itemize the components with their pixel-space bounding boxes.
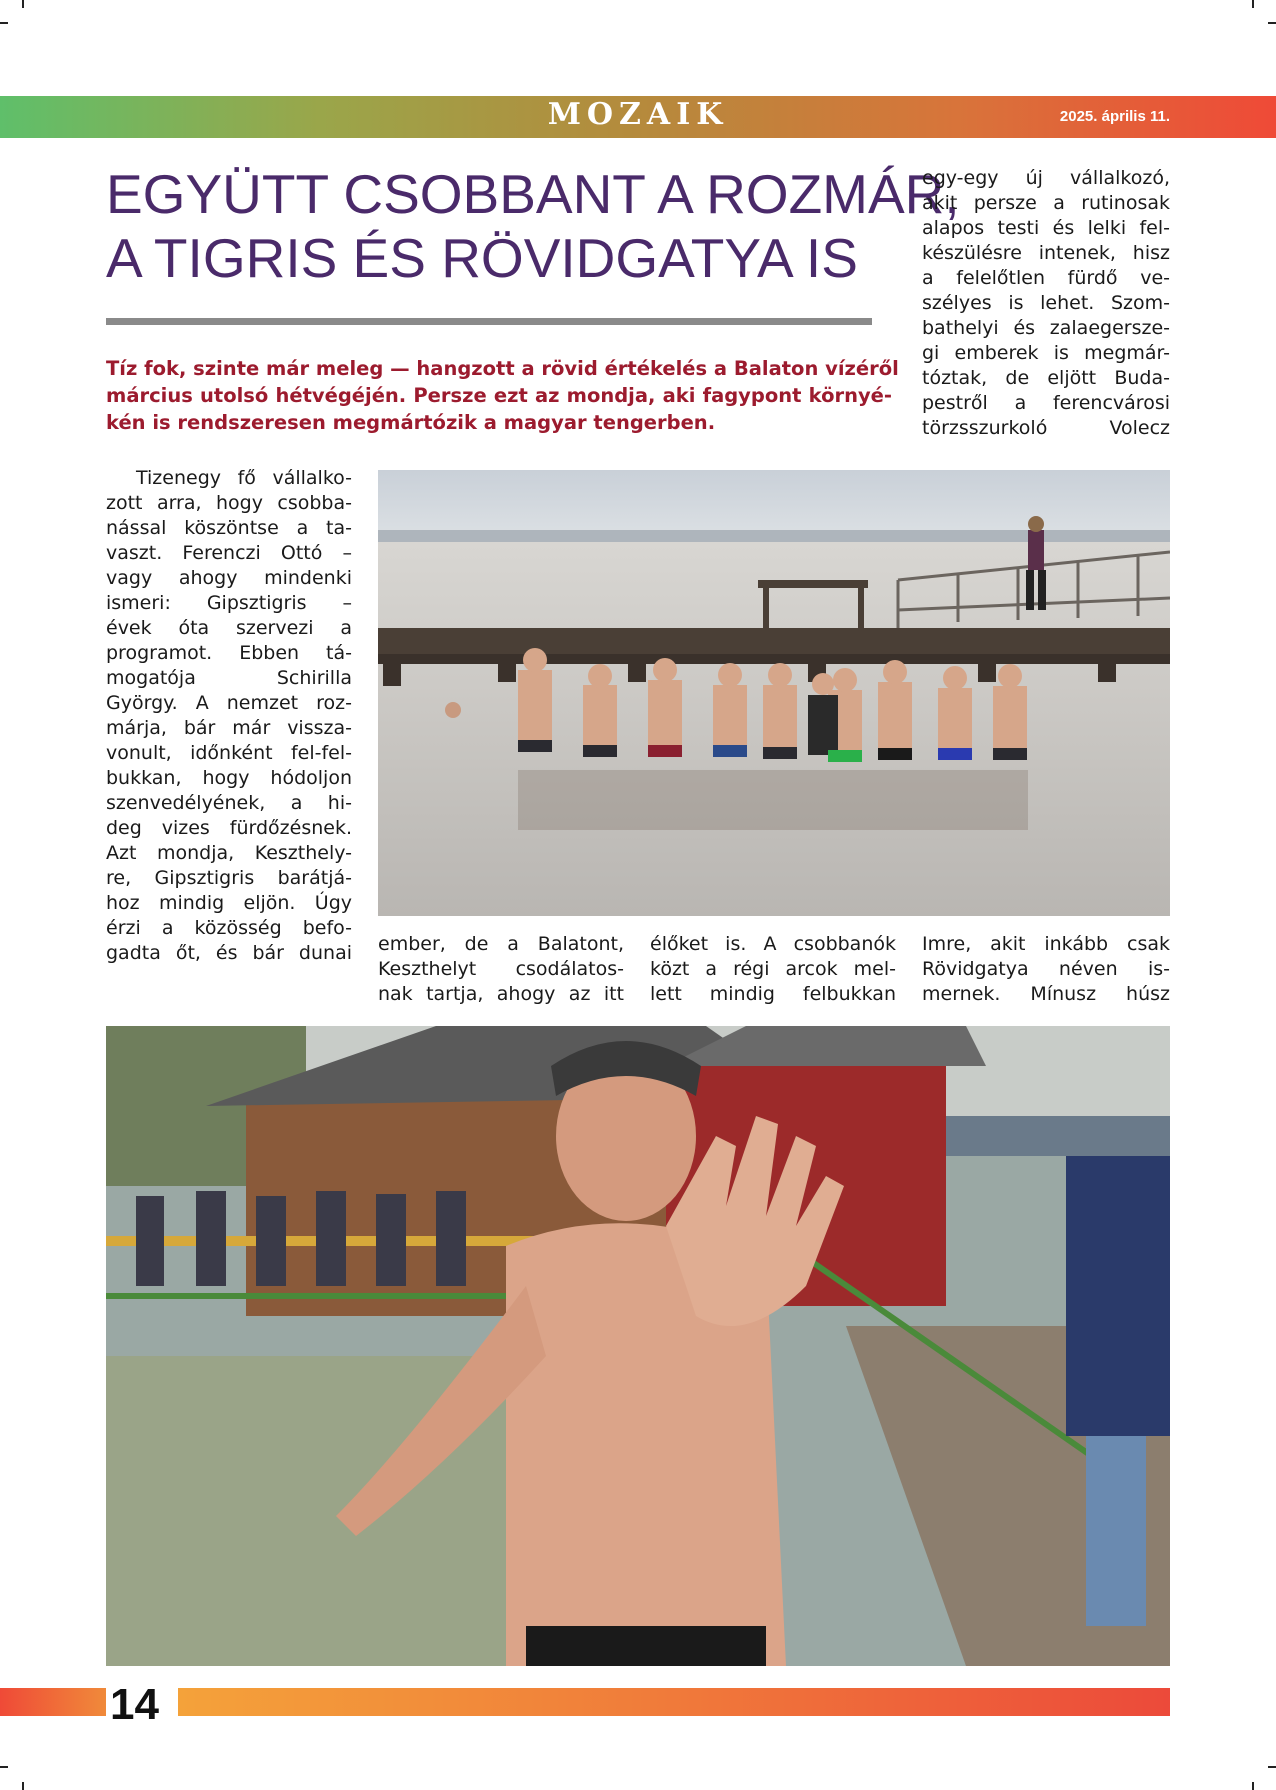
text-line: zott arra, hogy csobba- [106,492,352,514]
column-left [106,466,352,966]
photo-waving-man [106,1026,1170,1666]
text-line: nak tartja, ahogy az itt [378,983,624,1005]
text-line: Rövidgatya néven is- [922,958,1170,980]
column-2 [378,932,624,1007]
text-line: készülésre intenek, hisz [922,242,1170,264]
text-line: évek óta szervezi a [106,617,352,639]
article-lead [106,355,899,436]
text-line: élőket is. A csobbanók [650,933,896,955]
lead-line: kén is rendszeresen megmártózik a magyar tengerben. [106,411,716,434]
crop-mark [1268,1766,1276,1768]
text-line: Tizenegy fő vállalko- [136,467,352,489]
text-line: közt a régi arcok mel- [650,958,896,980]
text-line: gi emberek is megmár- [922,342,1170,364]
crop-mark [22,1782,24,1790]
photo-swimmers [378,470,1170,916]
text-line: bathelyi és zalaegersze- [922,317,1170,339]
crop-mark [22,0,24,8]
text-line: vagy ahogy mindenki [106,567,352,589]
page-number: 14 [110,1680,159,1729]
headline-line: EGYÜTT CSOBBANT A ROZMÁR, [106,163,960,225]
text-line: márja, bár már vissza- [106,717,352,739]
crop-mark [1268,22,1276,24]
headline-line: A TIGRIS ÉS RÖVIDGATYA IS [106,227,858,289]
issue-date: 2025. április 11. [1059,108,1170,125]
text-line: mernek. Mínusz húsz [922,983,1170,1005]
text-line: mogatója Schirilla [106,667,352,689]
text-line: re, Gipsztigris barátjá- [106,867,352,889]
text-line: Azt mondja, Keszthely- [106,842,352,864]
headline-rule [106,318,872,325]
text-line: vaszt. Ferenczi Ottó – [106,542,352,564]
crop-mark [1252,0,1254,8]
text-line: Imre, akit inkább csak [922,933,1170,955]
text-line: lett mindig felbukkan [650,983,896,1005]
column-4 [922,932,1170,1007]
text-line: a felelőtlen fürdő ve- [922,267,1170,289]
text-line: hoz mindig eljön. Úgy [106,892,352,914]
text-line: György. A nemzet roz- [106,692,352,714]
text-line: deg vizes fürdőzésnek. [106,817,352,839]
text-line: nással köszöntse a ta- [106,517,352,539]
swimmers-image [378,470,1170,916]
text-line: egy-egy új vállalkozó, [922,167,1170,189]
column-3 [650,932,896,1007]
crop-mark [1252,1782,1254,1790]
lead-line: Tíz fok, szinte már meleg — hangzott a rövid értékelés a Balaton vízéről [106,357,899,380]
text-line: szélyes is lehet. Szom- [922,292,1170,314]
footer-bar-left [0,1688,106,1716]
text-line: alapos testi és lelki fel- [922,217,1170,239]
footer-bar-right [178,1688,1170,1716]
section-title: MOZAIK [547,97,729,132]
crop-mark [0,1766,8,1768]
text-line: akit persze a rutinosak [922,192,1170,214]
column-top-right [922,166,1170,441]
lead-line: március utolsó hétvégéjén. Persze ezt az mondja, aki fagypont környé- [106,384,892,407]
crop-mark [0,22,8,24]
text-line: programot. Ebben tá- [106,642,352,664]
text-line: Keszthelyt csodálatos- [378,958,624,980]
text-line: gadta őt, és bár dunai [106,942,352,964]
text-line: tóztak, de eljött Buda- [922,367,1170,389]
text-line: vonult, időnként fel-fel- [106,742,352,764]
text-line: bukkan, hogy hódoljon [106,767,352,789]
article-headline [106,162,960,290]
text-line: ember, de a Balatont, [378,933,624,955]
text-line: érzi a közösség befo- [106,917,352,939]
text-line: pestről a ferencvárosi [922,392,1170,414]
text-line: törzsszurkoló Volecz [922,417,1170,439]
text-line: szenvedélyének, a hi- [106,792,352,814]
waving-man-image [106,1026,1170,1666]
text-line: ismeri: Gipsztigris – [106,592,352,614]
